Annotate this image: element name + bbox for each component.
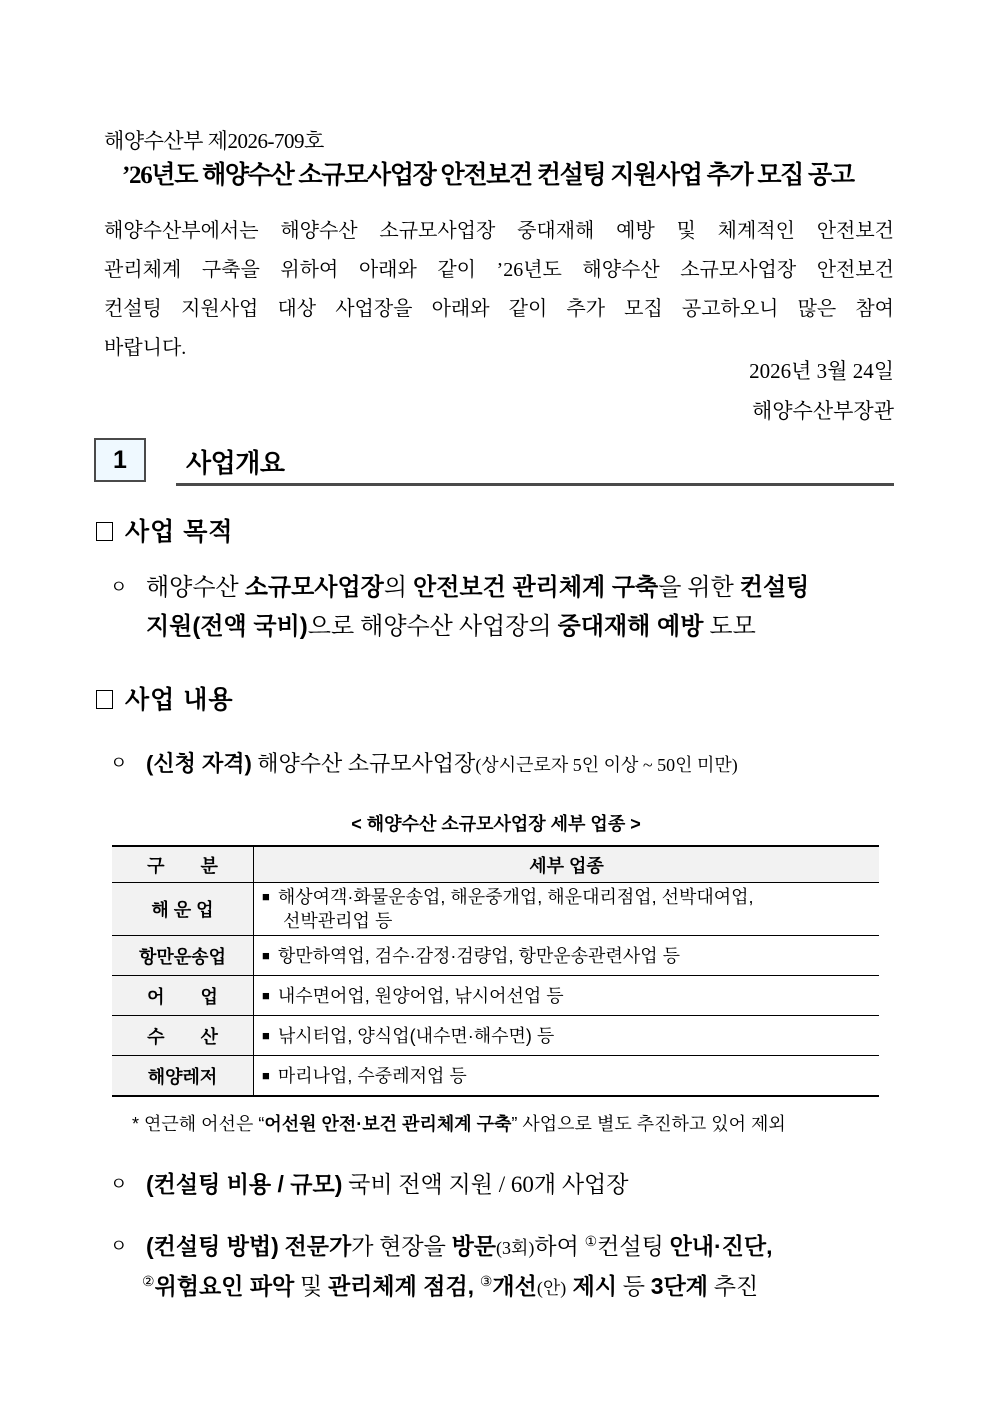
text-run: 제시 [566, 1273, 618, 1299]
step-number: ① [584, 1235, 598, 1250]
square-bullet-icon: ■ [262, 1067, 270, 1083]
row-category: 해 운 업 [112, 883, 254, 936]
detail-text: 선박관리업 등 [283, 911, 393, 931]
purpose-bullet [110, 566, 809, 609]
section-number-box: 1 [94, 438, 146, 482]
detail-text: 마리나업, 수중레저업 등 [277, 1065, 467, 1086]
eligibility-bullet [110, 742, 738, 786]
header-category: 구 분 [112, 846, 254, 883]
cost-bullet [110, 1163, 628, 1206]
table-row [112, 1056, 879, 1097]
text-run: 컨설팅 [597, 1234, 670, 1259]
cost-label: (컨설팅 비용 / 규모) [146, 1171, 343, 1197]
detail-text: 항만하역업, 검수·감정·검량업, 항만운송관련사업 등 [277, 945, 680, 966]
row-category: 항만운송업 [112, 936, 254, 976]
intro-line: 바랍니다. [104, 337, 187, 359]
intro-line: 컨설팅 지원사업 대상 사업장을 아래와 같이 추가 모집 공고하오니 많은 참여 [104, 298, 894, 320]
eligibility-paren: (상시근로자 5인 이상 ~ 50인 미만) [475, 755, 738, 775]
row-category: 어 업 [112, 976, 254, 1016]
checkbox-square-icon [96, 522, 113, 541]
text-run: 가 현장을 [351, 1234, 452, 1259]
text-run: 해양수산 [146, 575, 245, 601]
text-run: 으로 해양수산 사업장의 [307, 614, 558, 640]
bullet-circle-icon: ㅇ [110, 1174, 128, 1194]
row-details [254, 883, 880, 936]
square-bullet-icon: ■ [262, 1027, 270, 1043]
square-bullet-icon: ■ [262, 889, 270, 904]
text-run: 의 [383, 575, 414, 601]
text-run: 도모 [703, 614, 756, 640]
row-category: 수 산 [112, 1016, 254, 1056]
industry-table [112, 845, 879, 1097]
intro-line: 관리체계 구축을 위하여 아래와 같이 ’26년도 해양수산 소규모사업장 안전보건 [104, 259, 894, 281]
row-details [254, 936, 880, 976]
method-label: (컨설팅 방법) [146, 1233, 279, 1259]
table-note [132, 1110, 786, 1136]
text-run: 관리체계 점검, [327, 1273, 475, 1299]
table-header-row [112, 846, 879, 883]
text-run: 안내·진단, [669, 1233, 773, 1259]
text-run: 추진 [708, 1274, 759, 1299]
text-run: 중대재해 예방 [557, 613, 704, 640]
text-run: (3회) [496, 1238, 535, 1258]
header-details: 세부 업종 [254, 846, 880, 883]
eligibility-label: (신청 자격) [146, 751, 252, 776]
text-run: 등 [617, 1274, 651, 1299]
checkbox-square-icon [96, 690, 113, 709]
note-text: * 연근해 어선은 “ [132, 1114, 265, 1134]
text-run: 소규모사업장 [244, 574, 384, 601]
purpose-bullet-cont [146, 606, 756, 648]
table-row [112, 1016, 879, 1056]
row-details [254, 1016, 880, 1056]
text-run: 및 [294, 1274, 328, 1299]
detail-text: 내수면어업, 원양어업, 낚시어선업 등 [277, 985, 564, 1006]
text-run: 위험요인 파악 [154, 1273, 295, 1299]
bullet-circle-icon: ㅇ [110, 577, 128, 597]
cost-text: 국비 전액 지원 / 60개 사업장 [348, 1172, 629, 1197]
table-row [112, 883, 879, 936]
subheading-label: 사업 목적 [125, 518, 234, 546]
row-category: 해양레저 [112, 1056, 254, 1097]
method-bullet-cont [142, 1262, 758, 1309]
section-title: 사업개요 [186, 448, 285, 478]
row-details [254, 1056, 880, 1097]
signer: 해양수산부장관 [751, 399, 894, 423]
square-bullet-icon: ■ [262, 987, 270, 1003]
note-bold: 어선원 안전·보건 관리체계 구축 [264, 1114, 512, 1134]
text-run: 하여 [534, 1234, 585, 1259]
table-row [112, 976, 879, 1016]
intro-line: 해양수산부에서는 해양수산 소규모사업장 중대재해 예방 및 체계적인 안전보건 [104, 220, 894, 242]
intro-paragraph [104, 212, 894, 368]
row-details [254, 976, 880, 1016]
text-run: 안전보건 관리체계 구축 [413, 574, 659, 601]
text-run: 개선 [492, 1273, 537, 1299]
document-title: ’26년도 해양수산 소규모사업장 안전보건 컨설팅 지원사업 추가 모집 공고 [122, 162, 854, 189]
section-underline [176, 483, 894, 486]
square-bullet-icon: ■ [262, 947, 270, 963]
text-run: (안) [536, 1278, 567, 1298]
subheading-label: 사업 내용 [125, 686, 234, 714]
text-run: 을 위한 [658, 575, 740, 601]
eligibility-text: 해양수산 소규모사업장 [257, 751, 476, 776]
note-text: ” 사업으로 별도 추진하고 있어 제외 [511, 1114, 786, 1134]
table-caption: < 해양수산 소규모사업장 세부 업종 > [351, 814, 641, 834]
text-run: 컨설팅 [739, 574, 810, 601]
detail-text: 해상여객·화물운송업, 해운중개업, 해운대리점업, 선박대여업, [277, 887, 754, 907]
bullet-circle-icon: ㅇ [110, 753, 128, 773]
bullet-circle-icon: ㅇ [110, 1236, 128, 1256]
text-run: 3단계 [650, 1273, 708, 1299]
text-run: 전문가 [284, 1233, 352, 1259]
document-number: 해양수산부 제2026-709호 [104, 129, 324, 153]
text-run: 지원(전액 국비) [146, 613, 308, 640]
text-run: 방문 [451, 1233, 497, 1259]
step-number: ③ [479, 1275, 493, 1290]
announcement-date: 2026년 3월 24일 [749, 359, 894, 383]
detail-text: 낚시터업, 양식업(내수면·해수면) 등 [277, 1025, 555, 1046]
subheading-content [96, 680, 234, 716]
step-number: ② [142, 1275, 155, 1290]
table-row [112, 936, 879, 976]
subheading-purpose [96, 512, 234, 548]
